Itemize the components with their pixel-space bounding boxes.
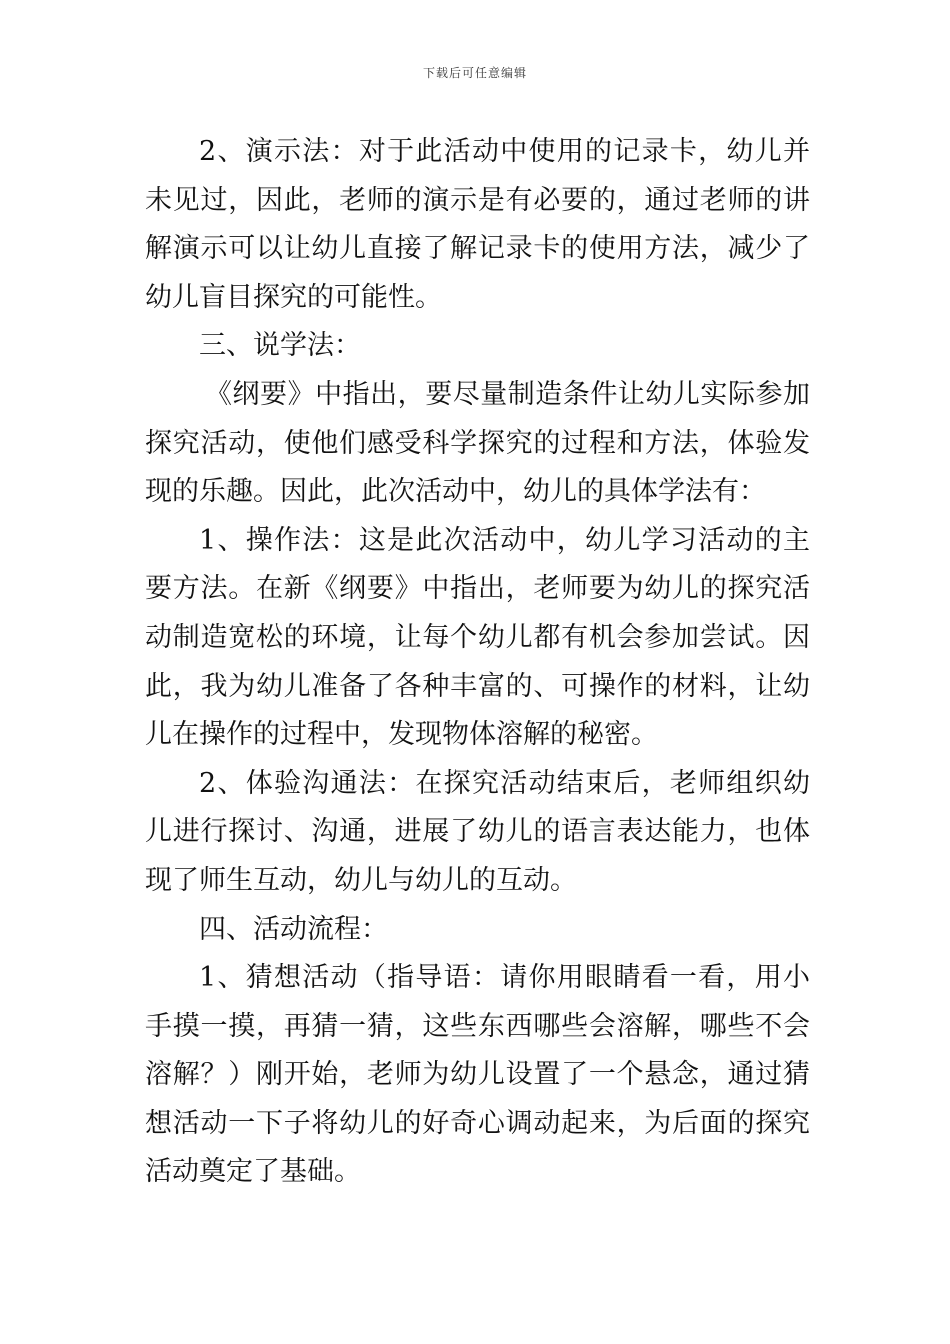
paragraph-guessing-activity: 1、猜想活动（指导语：请你用眼睛看一看，用小手摸一摸，再猜一猜，这些东西哪些会溶解，哪些不会溶解？）刚开始，老师为幼儿设置了一个悬念，通过猜想活动一下子将幼儿的好奇心调动起来，为后面的探究活动奠定了基础。 [145,962,810,1188]
paragraph-communication-method: 2、体验沟通法：在探究活动结束后，老师组织幼儿进行探讨、沟通，进展了幼儿的语言表达能力，也体现了师生互动，幼儿与幼儿的互动。 [145,767,810,896]
header-note: 下载后可任意编辑 [422,66,527,80]
paragraph-guideline-quote: 《纲要》中指出，要尽量制造条件让幼儿实际参加探究活动，使他们感受科学探究的过程和方法，体验发现的乐趣。因此，此次活动中，幼儿的具体学法有： [145,378,810,508]
paragraph-operation-method: 1、操作法：这是此次活动中，幼儿学习活动的主要方法。在新《纲要》中指出，老师要为幼儿的探究活动制造宽松的环境，让每个幼儿都有机会参加尝试。因此，我为幼儿准备了各种丰富的、可操作的材料，让幼儿在操作的过程中，发现物体溶解的秘密。 [145,524,810,751]
heading-learning-methods: 三、说学法： [199,330,361,362]
heading-activity-flow: 四、活动流程： [199,913,388,945]
paragraph-demonstration-method: 2、演示法：对于此活动中使用的记录卡，幼儿并未见过，因此，老师的演示是有必要的，通过老师的讲解演示可以让幼儿直接了解记录卡的使用方法，减少了幼儿盲目探究的可能性。 [145,136,810,313]
document-body [145,128,810,1197]
